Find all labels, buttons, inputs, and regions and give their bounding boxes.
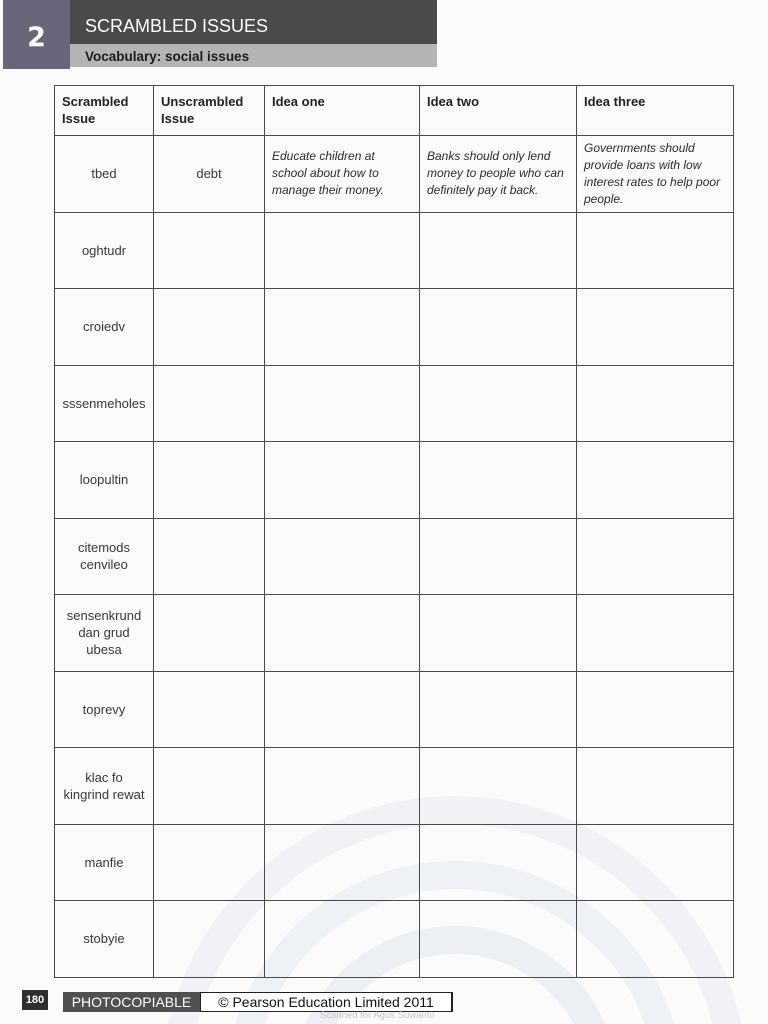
header-idea-two: Idea two	[420, 86, 577, 136]
table-header-row	[55, 86, 734, 136]
idea-two-cell	[420, 671, 577, 748]
idea-two-cell	[420, 518, 577, 595]
idea-one-cell	[265, 365, 420, 442]
idea-two-cell	[420, 289, 577, 366]
copyright-notice: © Pearson Education Limited 2011	[200, 992, 453, 1012]
idea-two-cell	[420, 365, 577, 442]
idea-one-cell	[265, 748, 420, 825]
table-row	[55, 136, 734, 213]
idea-three-cell: Governments should provide loans with low interest rates to help poor people.	[577, 136, 734, 213]
idea-two-cell	[420, 212, 577, 289]
unscrambled-cell	[154, 289, 265, 366]
idea-three-cell	[577, 824, 734, 901]
table-row	[55, 212, 734, 289]
idea-three-cell	[577, 671, 734, 748]
scrambled-cell: sensenkrund dan grud ubesa	[55, 595, 154, 672]
unscrambled-cell	[154, 748, 265, 825]
idea-one-cell	[265, 671, 420, 748]
table-row	[55, 365, 734, 442]
unit-number-badge	[3, 0, 70, 69]
idea-three-cell	[577, 289, 734, 366]
idea-three-cell	[577, 212, 734, 289]
table-row	[55, 901, 734, 978]
idea-two-cell	[420, 748, 577, 825]
header-idea-one: Idea one	[265, 86, 420, 136]
idea-one-cell	[265, 442, 420, 519]
page-number: 180	[22, 990, 48, 1010]
idea-one-cell	[265, 518, 420, 595]
idea-two-cell	[420, 595, 577, 672]
idea-three-cell	[577, 595, 734, 672]
scrambled-cell: tbed	[55, 136, 154, 213]
unscrambled-cell	[154, 442, 265, 519]
scrambled-cell: oghtudr	[55, 212, 154, 289]
scrambled-cell: croiedv	[55, 289, 154, 366]
idea-three-cell	[577, 518, 734, 595]
table-row	[55, 824, 734, 901]
header-unscrambled-issue: Unscrambled Issue	[154, 86, 265, 136]
scrambled-cell: toprevy	[55, 671, 154, 748]
idea-one-cell: Educate children at school about how to manage their money.	[265, 136, 420, 213]
table-row	[55, 289, 734, 366]
photocopiable-label: PHOTOCOPIABLE	[63, 992, 200, 1012]
idea-three-cell	[577, 748, 734, 825]
idea-two-cell	[420, 901, 577, 978]
scrambled-cell: manfie	[55, 824, 154, 901]
scrambled-cell: stobyie	[55, 901, 154, 978]
header-scrambled-issue: Scrambled Issue	[55, 86, 154, 136]
idea-two-cell	[420, 442, 577, 519]
unscrambled-cell	[154, 365, 265, 442]
unscrambled-cell	[154, 595, 265, 672]
table-row	[55, 748, 734, 825]
header-idea-three: Idea three	[577, 86, 734, 136]
idea-three-cell	[577, 365, 734, 442]
subtitle-bar	[70, 44, 437, 67]
scrambled-cell: loopultin	[55, 442, 154, 519]
unscrambled-cell	[154, 901, 265, 978]
unscrambled-cell	[154, 671, 265, 748]
unscrambled-cell	[154, 212, 265, 289]
title-bar	[70, 0, 437, 44]
idea-three-cell	[577, 442, 734, 519]
idea-one-cell	[265, 824, 420, 901]
idea-three-cell	[577, 901, 734, 978]
table-row	[55, 442, 734, 519]
table-row	[55, 671, 734, 748]
idea-one-cell	[265, 595, 420, 672]
scan-note: Scanned for Agus Suwanto	[320, 1010, 435, 1021]
table-row	[55, 518, 734, 595]
scrambled-cell: sssenmeholes	[55, 365, 154, 442]
idea-two-cell	[420, 824, 577, 901]
page-title: SCRAMBLED ISSUES	[85, 16, 269, 36]
idea-one-cell	[265, 901, 420, 978]
idea-one-cell	[265, 212, 420, 289]
page-subtitle: Vocabulary: social issues	[85, 49, 250, 64]
unscrambled-cell	[154, 518, 265, 595]
scrambled-cell: citemods cenvileo	[55, 518, 154, 595]
idea-one-cell	[265, 289, 420, 366]
worksheet-table	[54, 85, 734, 978]
table-row	[55, 595, 734, 672]
unscrambled-cell: debt	[154, 136, 265, 213]
unit-number: 2	[27, 21, 46, 53]
scrambled-cell: klac fo kingrind rewat	[55, 748, 154, 825]
idea-two-cell: Banks should only lend money to people who can definitely pay it back.	[420, 136, 577, 213]
unscrambled-cell	[154, 824, 265, 901]
